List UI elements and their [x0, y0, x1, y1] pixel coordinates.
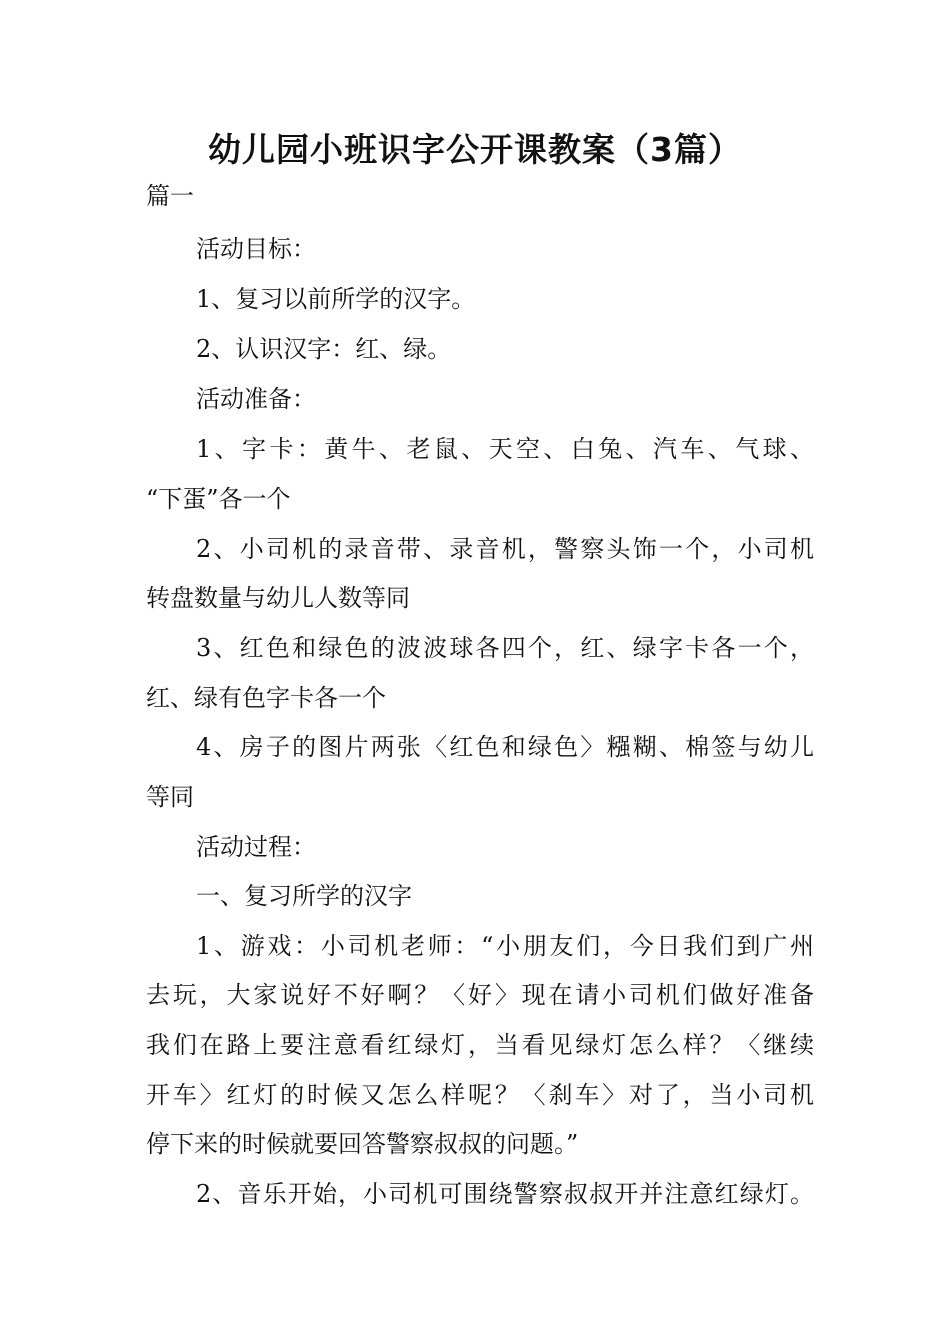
paragraph-line: 2、音乐开始，小司机可围绕警察叔叔开并注意红绿灯。	[196, 1180, 814, 1208]
heading-activity-preparation: 活动准备：	[196, 385, 316, 413]
paragraph-line: 我们在路上要注意看红绿灯，当看见绿灯怎么样？〈继续	[146, 1031, 814, 1059]
section-heading: 篇一	[146, 182, 194, 210]
paragraph-line: 2、小司机的录音带、录音机，警察头饰一个，小司机	[196, 535, 814, 563]
paragraph-line: 去玩，大家说好不好啊？〈好〉现在请小司机们做好准备	[146, 981, 814, 1009]
paragraph-line: 开车〉红灯的时候又怎么样呢？〈刹车〉对了，当小司机	[146, 1081, 814, 1109]
subheading-review: 一、复习所学的汉字	[196, 882, 412, 910]
paragraph-line: “下蛋”各一个	[146, 485, 291, 513]
paragraph-line: 等同	[146, 783, 194, 811]
paragraph-line: 3、红色和绿色的波波球各四个，红、绿字卡各一个，	[196, 634, 814, 662]
paragraph-line: 1、字卡：黄牛、老鼠、天空、白兔、汽车、气球、	[196, 435, 814, 463]
paragraph-line: 1、游戏：小司机老师：“小朋友们，今日我们到广州	[196, 932, 814, 960]
paragraph-line: 4、房子的图片两张〈红色和绿色〉糨糊、棉签与幼儿	[196, 733, 814, 761]
paragraph-line: 红、绿有色字卡各一个	[146, 684, 386, 712]
paragraph-line: 停下来的时候就要回答警察叔叔的问题。”	[146, 1130, 579, 1158]
paragraph-line: 转盘数量与幼儿人数等同	[146, 584, 410, 612]
paragraph-line: 1、复习以前所学的汉字。	[196, 285, 476, 313]
heading-activity-process: 活动过程：	[196, 833, 316, 861]
heading-activity-goals: 活动目标：	[196, 235, 316, 263]
paragraph-line: 2、认识汉字：红、绿。	[196, 335, 452, 363]
document-title: 幼儿园小班识字公开课教案（3篇）	[208, 130, 742, 169]
